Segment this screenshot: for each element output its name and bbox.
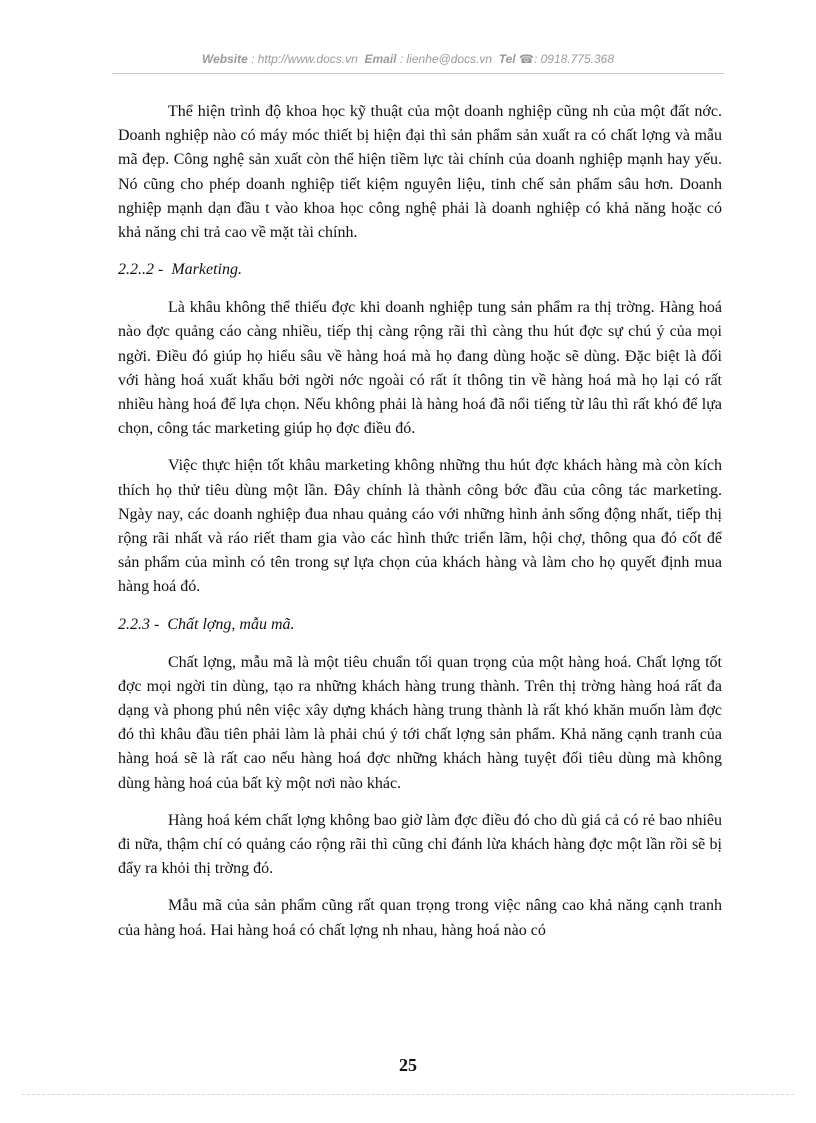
header-divider (112, 73, 724, 74)
page-number: 25 (399, 1055, 417, 1075)
website-label: Website (201, 52, 248, 66)
paragraph-quality-1: Chất lợng, mẫu mã là một tiêu chuẩn tối quan trọng của một hàng hoá. Chất lợng tốt đợc mọi ngời tin dùng, tạo ra những khách hàng trung thành. Trên thị trờng hàng hoá rất đa dạng và phong phú nên việc xây dựng khách hàng trung thành là rất khó khăn muốn làm đợc đó thì khâu đầu tiên phải làm là phải chú ý tới chất lợng sản phẩm. Khả năng cạnh tranh của hàng hoá sẽ là rất cao nếu hàng hoá đợc những khách hàng tuyệt đối tiêu dùng mà không dùng hàng hoá của bất kỳ một nơi nào khác. (118, 653, 722, 792)
tel-value: : 0918.775.368 (533, 52, 615, 66)
footer-divider (22, 1094, 794, 1095)
section-heading-marketing (118, 258, 722, 282)
email-value[interactable]: : lienhe@docs.vn (399, 52, 493, 66)
section-title: Marketing. (171, 261, 242, 279)
section-number: 2.2..2 - (118, 261, 164, 279)
section-number: 2.2.3 - (118, 615, 160, 633)
paragraph-technology: Thể hiện trình độ khoa học kỹ thuật của một doanh nghiệp cũng nh của một đất nớc. Doanh nghiệp nào có máy móc thiết bị hiện đại thì sản phẩm sản xuất ra có chất lợng và mẫu mã đẹp. Công nghệ sản xuất còn thể hiện tiềm lực tài chính của doanh nghiệp mạnh hay yếu. Nó cũng cho phép doanh nghiệp tiết kiệm nguyên liệu, tinh chế sản phẩm sâu hơn. Doanh nghiệp mạnh dạn đầu t vào khoa học công nghệ phải là doanh nghiệp có khả năng hoặc có khả năng chi trả cao về mặt tài chính. (118, 103, 722, 242)
tel-label: Tel (498, 52, 516, 66)
website-value[interactable]: : http://www.docs.vn (251, 52, 358, 66)
section-title: Chất lợng, mẫu mã. (167, 615, 295, 633)
phone-icon: ☎ (519, 52, 534, 66)
email-label: Email (364, 52, 397, 66)
paragraph-marketing-2: Việc thực hiện tốt khâu marketing không những thu hút đợc khách hàng mà còn kích thích họ thử tiêu dùng một lần. Đây chính là thành công bớc đầu của công tác marketing. Ngày nay, các doanh nghiệp đua nhau quảng cáo với những hình ảnh sống động nhất, tiếp thị rộng rãi nhất và ráo riết tham gia vào các hình thức triển lãm, hội chợ, thông qua đó cốt để sản phẩm của mình có tên trong sự lựa chọn của khách hàng và làm cho họ quyết định mua hàng hoá đó. (118, 457, 722, 596)
section-heading-quality (118, 613, 722, 637)
paragraph-quality-2: Hàng hoá kém chất lợng không bao giờ làm đợc điều đó cho dù giá cả có rẻ bao nhiêu đi nữa, thậm chí có quảng cáo rộng rãi thì cũng chỉ đánh lừa khách hàng đợc một lần rồi sẽ bị đẩy ra khỏi thị trờng đó. (118, 811, 722, 878)
paragraph-quality-3: Mẫu mã của sản phẩm cũng rất quan trọng trong việc nâng cao khả năng cạnh tranh của hàng hoá. Hai hàng hoá có chất lợng nh nhau, hàng hoá nào có (118, 897, 722, 939)
paragraph-marketing-1: Là khâu không thể thiếu đợc khi doanh nghiệp tung sản phẩm ra thị trờng. Hàng hoá nào đợc quảng cáo càng nhiều, tiếp thị càng rộng rãi thì càng thu hút đợc sự chú ý của mọi ngời. Điều đó giúp họ hiểu sâu về hàng hoá mà họ đang dùng hoặc sẽ dùng. Đặc biệt là đối với hàng hoá xuất khẩu bởi ngời nớc ngoài có rất ít thông tin về hàng hoá mà họ lại có rất nhiều hàng hoá để lựa chọn. Nếu không phải là hàng hoá đã nổi tiếng từ lâu thì rất khó để lựa chọn, công tác marketing giúp họ đợc điều đó. (118, 299, 722, 438)
document-body (118, 100, 722, 956)
page-header (0, 52, 816, 66)
